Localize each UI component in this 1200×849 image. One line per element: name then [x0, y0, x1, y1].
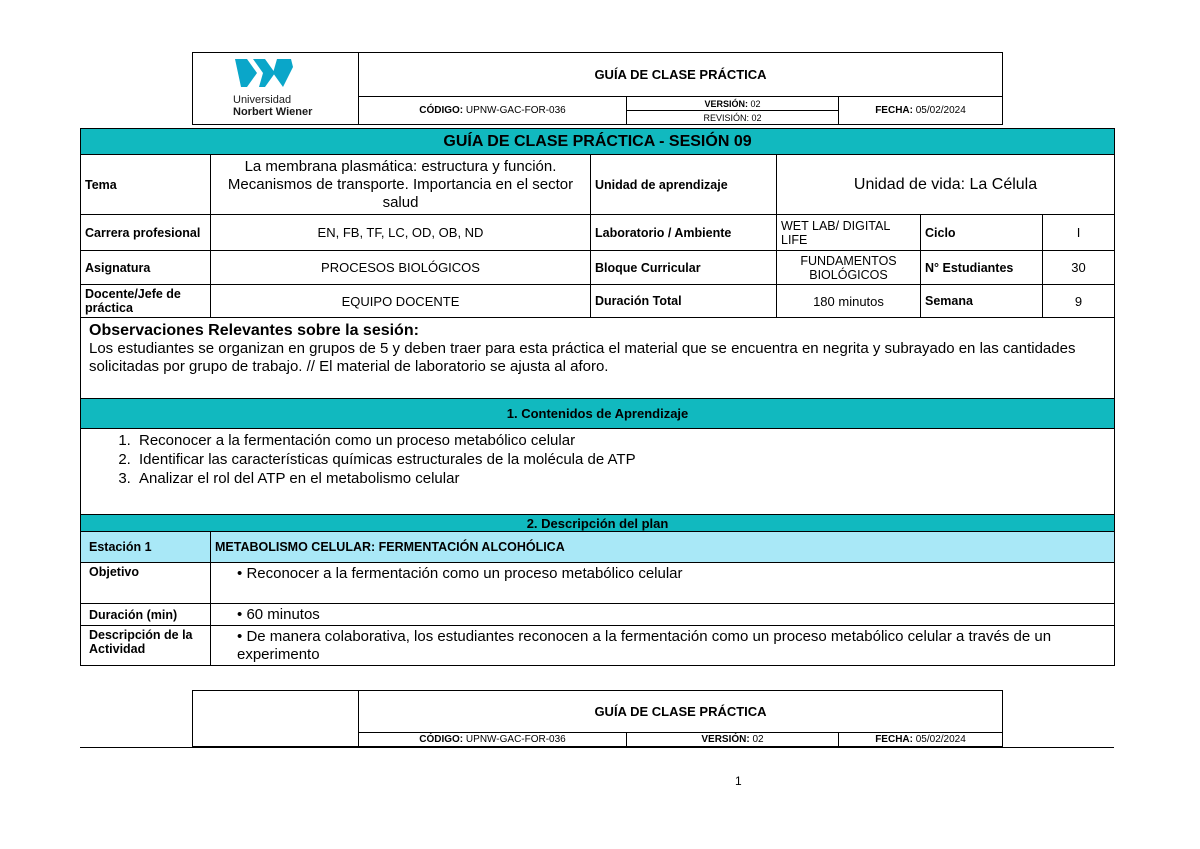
header-revision: REVISIÓN: 02 — [627, 111, 839, 125]
footer-version-label: VERSIÓN: — [701, 734, 750, 745]
unidad-label: Unidad de aprendizaje — [591, 155, 777, 215]
bullet-icon: • — [237, 605, 243, 623]
footer-header — [192, 690, 1003, 747]
contenidos-cell — [81, 429, 1115, 515]
fecha-value: 05/02/2024 — [915, 105, 966, 116]
docente-value: EQUIPO DOCENTE — [211, 285, 591, 318]
university-logo-icon — [233, 57, 295, 91]
n-estudiantes-label: N° Estudiantes — [921, 251, 1043, 285]
duracion-min-cell — [211, 604, 1115, 626]
version-value: 02 — [750, 98, 761, 109]
logo-cell — [193, 53, 359, 125]
footer-codigo-value: UPNW-GAC-FOR-036 — [465, 734, 566, 745]
footer-title: GUÍA DE CLASE PRÁCTICA — [359, 691, 1003, 733]
footer-fecha-value: 05/02/2024 — [915, 734, 966, 745]
logo-name-text: Norbert Wiener — [233, 106, 313, 118]
asignatura-value: PROCESOS BIOLÓGICOS — [211, 251, 591, 285]
version-label: VERSIÓN: — [704, 98, 748, 109]
observaciones-title: Observaciones Relevantes sobre la sesión: — [89, 322, 419, 339]
tema-label: Tema — [81, 155, 211, 215]
list-item: 2. Identificar las características químicas estructurales de la molécula de ATP — [135, 450, 1110, 469]
footer-codigo-label: CÓDIGO: — [419, 734, 464, 745]
footer-version-value: 02 — [752, 734, 764, 745]
logo-university-text: Universidad — [233, 94, 292, 106]
unidad-value: Unidad de vida: La Célula — [777, 155, 1115, 215]
tema-value: La membrana plasmática: estructura y función. Mecanismos de transporte. Importancia en el sector salud — [211, 155, 591, 215]
footer-logo-cell — [193, 691, 359, 747]
header-fecha — [839, 97, 1003, 125]
session-title: GUÍA DE CLASE PRÁCTICA - SESIÓN 09 — [81, 129, 1115, 155]
duracion-min-label: Duración (min) — [81, 604, 211, 626]
descripcion-cell — [211, 626, 1115, 666]
objetivo-label: Objetivo — [81, 563, 211, 604]
footer-version — [627, 733, 839, 747]
header-title: GUÍA DE CLASE PRÁCTICA — [359, 53, 1003, 97]
observaciones-text: Los estudiantes se organizan en grupos de 5 y deben traer para esta práctica el material que se encuentra en negrita y subrayado en las cantidades solicitadas por grupo de trabajo. // El material de laboratorio se ajusta al aforo. — [89, 340, 1076, 375]
duracion-total-label: Duración Total — [591, 285, 777, 318]
station-title: METABOLISMO CELULAR: FERMENTACIÓN ALCOHÓLICA — [211, 532, 1115, 563]
semana-label: Semana — [921, 285, 1043, 318]
lab-value: WET LAB/ DIGITAL LIFE — [777, 215, 921, 251]
docente-label: Docente/Jefe de práctica — [81, 285, 211, 318]
bloque-value: FUNDAMENTOS BIOLÓGICOS — [777, 251, 921, 285]
header-version — [627, 97, 839, 111]
ciclo-label: Ciclo — [921, 215, 1043, 251]
carrera-label: Carrera profesional — [81, 215, 211, 251]
page-number: 1 — [735, 774, 742, 788]
contenidos-list — [85, 431, 1110, 488]
section-plan-title: 2. Descripción del plan — [81, 515, 1115, 532]
objetivo-value: Reconocer a la fermentación como un proceso metabólico celular — [246, 565, 683, 582]
descripcion-label: Descripción de la Actividad — [81, 626, 211, 666]
n-estudiantes-value: 30 — [1043, 251, 1115, 285]
guide-table — [80, 128, 1115, 666]
codigo-value: UPNW-GAC-FOR-036 — [465, 105, 566, 116]
document-header — [192, 52, 1003, 125]
lab-label: Laboratorio / Ambiente — [591, 215, 777, 251]
observaciones-cell — [81, 318, 1115, 399]
bullet-icon: • — [237, 628, 243, 645]
footer-codigo — [359, 733, 627, 747]
duracion-min-value: 60 minutos — [246, 605, 320, 623]
footer-fecha — [839, 733, 1003, 747]
ciclo-value: I — [1043, 215, 1115, 251]
descripcion-value: De manera colaborativa, los estudiantes reconocen a la fermentación como un proceso metabólico celular a través de un experimento — [237, 628, 1052, 663]
footer-fecha-label: FECHA: — [875, 734, 913, 745]
bullet-icon: • — [237, 565, 243, 582]
semana-value: 9 — [1043, 285, 1115, 318]
asignatura-label: Asignatura — [81, 251, 211, 285]
carrera-value: EN, FB, TF, LC, OD, OB, ND — [211, 215, 591, 251]
section-contenidos-title: 1. Contenidos de Aprendizaje — [81, 399, 1115, 429]
bloque-label: Bloque Curricular — [591, 251, 777, 285]
header-codigo — [359, 97, 627, 125]
fecha-label: FECHA: — [875, 105, 913, 116]
list-item: 3. Analizar el rol del ATP en el metabolismo celular — [135, 469, 1110, 488]
objetivo-cell — [211, 563, 1115, 604]
codigo-label: CÓDIGO: — [419, 105, 464, 116]
footer-divider-line — [80, 747, 1114, 748]
list-item: 1. Reconocer a la fermentación como un proceso metabólico celular — [135, 431, 1110, 450]
station-label: Estación 1 — [81, 532, 211, 563]
duracion-total-value: 180 minutos — [777, 285, 921, 318]
